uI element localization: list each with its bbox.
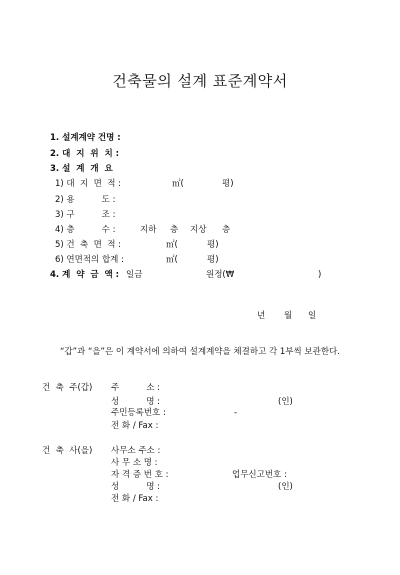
document-title: 건축물의 설계 표준계약서 <box>112 72 288 90</box>
building-area-unit: ㎡( <box>166 240 178 250</box>
contract-amount-close: ) <box>318 270 322 280</box>
total-floor-area-unit-pyeong: 평) <box>207 255 219 265</box>
party-a-label: 건 축 주(갑) <box>42 383 93 393</box>
party-a-resident-no-dash: - <box>234 408 238 418</box>
structure-label: 3) 구 조 : <box>55 210 116 220</box>
party-b-seal: (인) <box>278 482 293 492</box>
date-year: 년 <box>257 311 266 321</box>
site-area-unit: ㎡( <box>172 179 184 189</box>
contract-amount-label: 4. 계 약 금 액 : <box>50 270 120 280</box>
party-a-name-label: 성 명 : <box>111 397 161 407</box>
total-floor-area-label: 6) 연면적의 합계 : <box>55 255 124 265</box>
date-day: 일 <box>308 311 317 321</box>
contract-intro: “갑”과 “을”은 이 계약서에 의하여 설계계약을 체결하고 각 1부씩 보관한다. <box>60 347 340 357</box>
party-b-license-no-label: 자 격 증 번 호 : <box>111 470 169 480</box>
building-area-unit-pyeong: 평) <box>207 240 219 250</box>
building-area-label: 5) 건 축 면 적 : <box>55 240 122 250</box>
party-b-phone-label: 전 화 / Fax : <box>111 494 159 504</box>
section-contract-name: 1. 설계계약 건명 : <box>50 133 121 143</box>
party-a-phone-label: 전 화 / Fax : <box>111 421 159 431</box>
party-b-label: 건 축 사(을) <box>42 446 93 456</box>
party-b-office-address-label: 사무소 주소 : <box>111 446 161 456</box>
section-site-location: 2. 대 지 위 치 : <box>50 149 120 159</box>
site-area-unit-pyeong: 평) <box>222 179 234 189</box>
party-a-seal: (인) <box>278 397 293 407</box>
party-a-resident-no-label: 주민등록번호 : <box>111 408 166 418</box>
total-floor-area-unit: ㎡( <box>166 255 178 265</box>
use-label: 2) 용 도 : <box>55 195 116 205</box>
date-month: 월 <box>284 311 293 321</box>
party-a-address-label: 주 소 : <box>111 383 161 393</box>
party-b-office-name-label: 사 무 소 명 : <box>111 458 158 468</box>
party-b-name-label: 성 명 : <box>111 482 161 492</box>
floors-underground: 지하 <box>140 225 157 235</box>
floors-aboveground-unit: 층 <box>222 225 231 235</box>
party-b-business-report-no-label: 업무신고번호 : <box>232 470 287 480</box>
contract-amount-suffix: 원정(₩ <box>206 270 235 280</box>
floors-label: 4) 층 수 : <box>55 225 116 235</box>
floors-aboveground: 지상 <box>190 225 207 235</box>
site-area-label: 1) 대 지 면 적 : <box>55 179 122 189</box>
section-design-overview: 3. 설 계 개 요 <box>50 164 113 174</box>
contract-amount-prefix: 일금 <box>126 270 143 280</box>
floors-underground-unit: 층 <box>170 225 179 235</box>
